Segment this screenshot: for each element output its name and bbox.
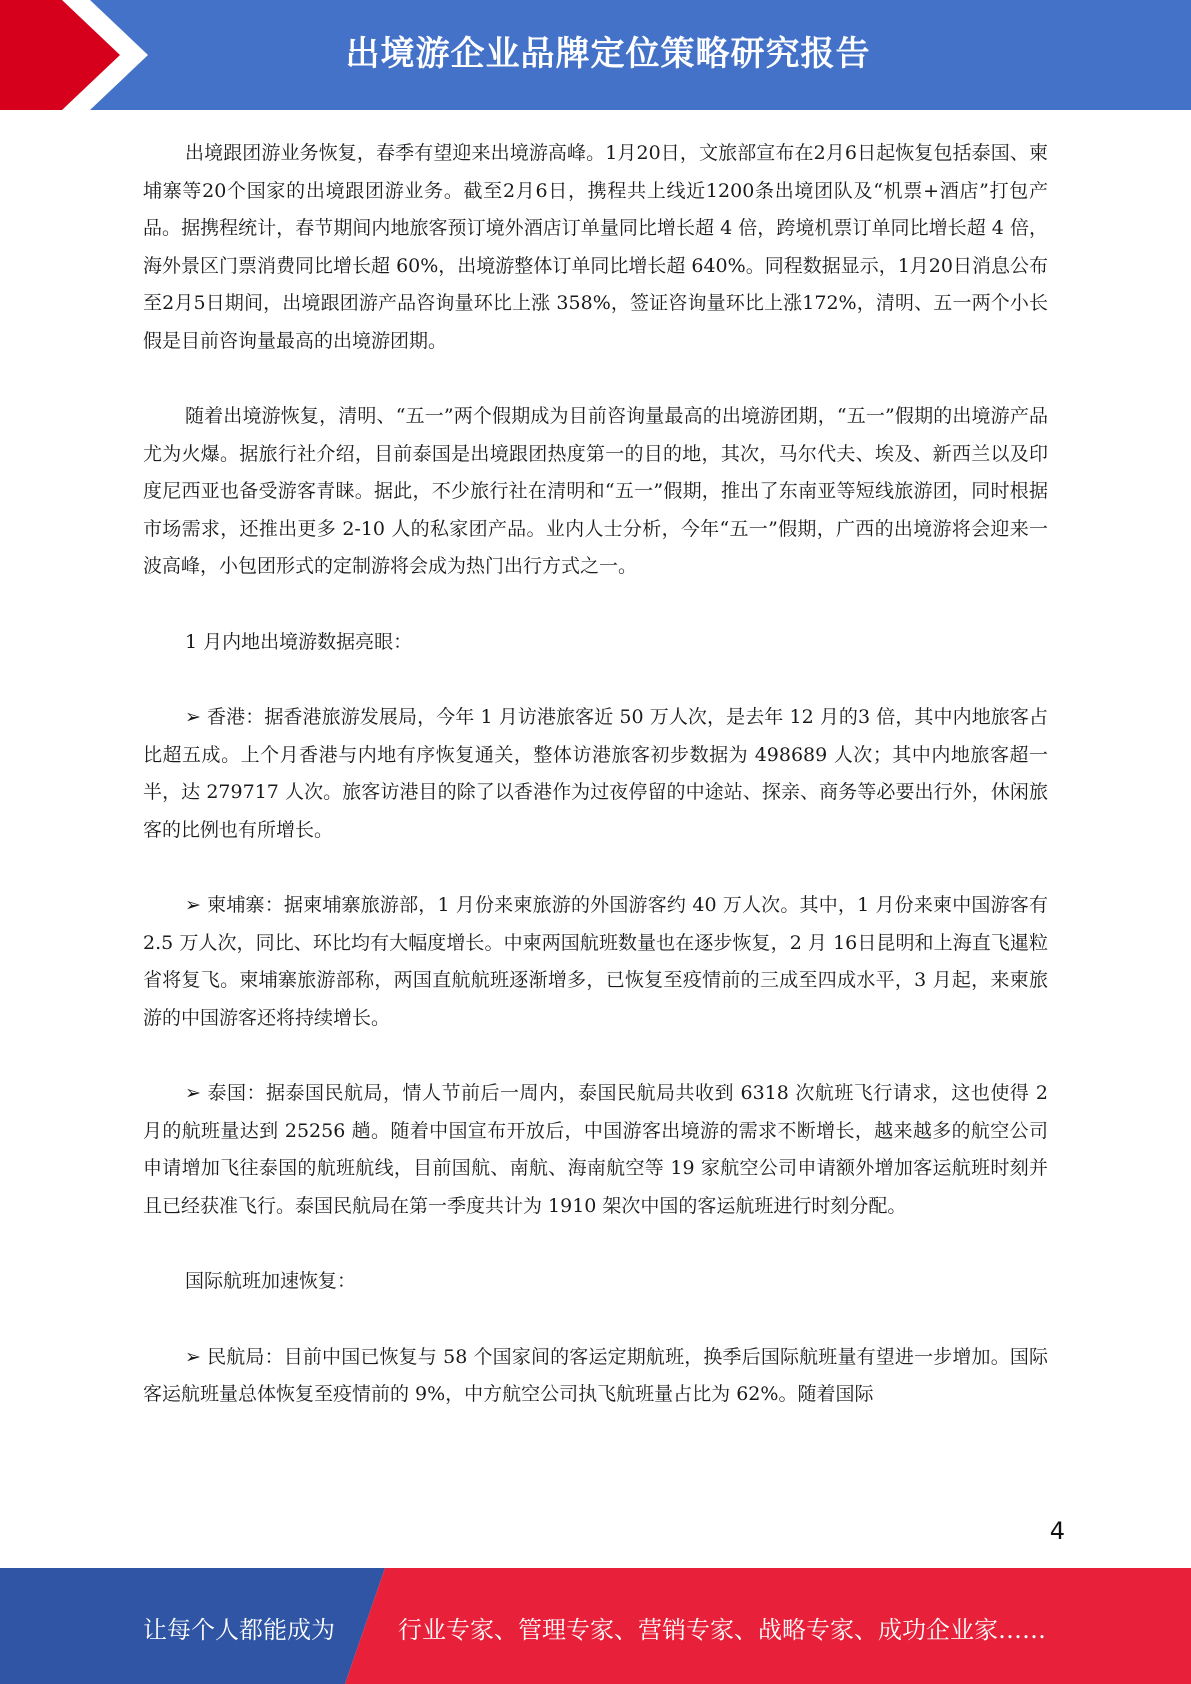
paragraph-holiday-demand: 随着出境游恢复，清明、“五一”两个假期成为目前咨询量最高的出境游团期，“五一”假期的出境游产品尤为火爆。据旅行社介绍，目前泰国是出境跟团热度第一的目的地，其次，马尔代夫、埃及、新西兰以及印度尼西亚也备受游客青睐。据此，不少旅行社在清明和“五一”假期，推出了东南亚等短线旅游团，同时根据市场需求，还推出更多 2-10 人的私家团产品。业内人士分析，今年“五一”假期，广西的出境游将会迎来一波高峰，小包团形式的定制游将会成为热门出行方式之一。 xyxy=(143,405,1048,577)
page-number: 4 xyxy=(1049,1517,1065,1545)
page-footer xyxy=(0,1568,1191,1684)
paragraph-cambodia: ➢ 柬埔寨：据柬埔寨旅游部，1 月份来柬旅游的外国游客约 40 万人次。其中，1 月份来柬中国游客有 2.5 万人次，同比、环比均有大幅度增长。中柬两国航班数量也在逐步恢复，2 月 16日昆明和上海直飞暹粒省将复飞。柬埔寨旅游部称，两国直航航班逐渐增多，已恢复至疫情前的三成至四成水平，3 月起，来柬旅游的中国游客还将持续增长。 xyxy=(143,894,1048,1029)
paragraph-january-heading: 1 月内地出境游数据亮眼： xyxy=(185,630,413,653)
footer-slogan-right: 行业专家、管理专家、营销专家、战略专家、成功企业家…… xyxy=(398,1616,1046,1644)
paragraph-hongkong: ➢ 香港：据香港旅游发展局，今年 1 月访港旅客近 50 万人次，是去年 12 月的3 倍，其中内地旅客占比超五成。上个月香港与内地有序恢复通关，整体访港旅客初步数据为 498689 人次；其中内地旅客超一半，达 279717 人次。旅客访港目的除了以香港作为过夜停留的中途站、探亲、商务等必要出行外，休闲旅客的比例也有所增长。 xyxy=(143,706,1048,841)
page-header xyxy=(0,0,1191,110)
paragraph-caac: ➢ 民航局：目前中国已恢复与 58 个国家间的客运定期航班，换季后国际航班量有望进一步增加。国际客运航班量总体恢复至疫情前的 9%，中方航空公司执飞航班量占比为 62%。随着国际 xyxy=(143,1345,1048,1405)
paragraph-thailand: ➢ 泰国：据泰国民航局，情人节前后一周内，泰国民航局共收到 6318 次航班飞行请求，这也使得 2 月的航班量达到 25256 趟。随着中国宣布开放后，中国游客出境游的需求不断增长，越来越多的航空公司申请增加飞往泰国的航班航线，目前国航、南航、海南航空等 19 家航空公司申请额外增加客运航班时刻并且已经获准飞行。泰国民航局在第一季度共计为 1910 架次中国的客运航班进行时刻分配。 xyxy=(143,1082,1048,1217)
report-title: 出境游企业品牌定位策略研究报告 xyxy=(345,34,871,74)
footer-slogan-left: 让每个人都能成为 xyxy=(143,1616,335,1644)
paragraph-flights-heading: 国际航班加速恢复： xyxy=(185,1270,357,1292)
document-body xyxy=(143,135,1048,1452)
paragraph-outbound-recovery: 出境跟团游业务恢复，春季有望迎来出境游高峰。1月20日，文旅部宣布在2月6日起恢复包括泰国、柬埔寨等20个国家的出境跟团游业务。截至2月6日，携程共上线近1200条出境团队及“机票+酒店”打包产品。据携程统计，春节期间内地旅客预订境外酒店订单量同比增长超 4 倍，跨境机票订单同比增长超 4 倍，海外景区门票消费同比增长超 60%，出境游整体订单同比增长超 640%。同程数据显示，1月20日消息公布至2月5日期间，出境跟团游产品咨询量环比上涨 358%，签证咨询量环比上涨172%，清明、五一两个小长假是目前咨询量最高的出境游团期。 xyxy=(143,142,1048,352)
